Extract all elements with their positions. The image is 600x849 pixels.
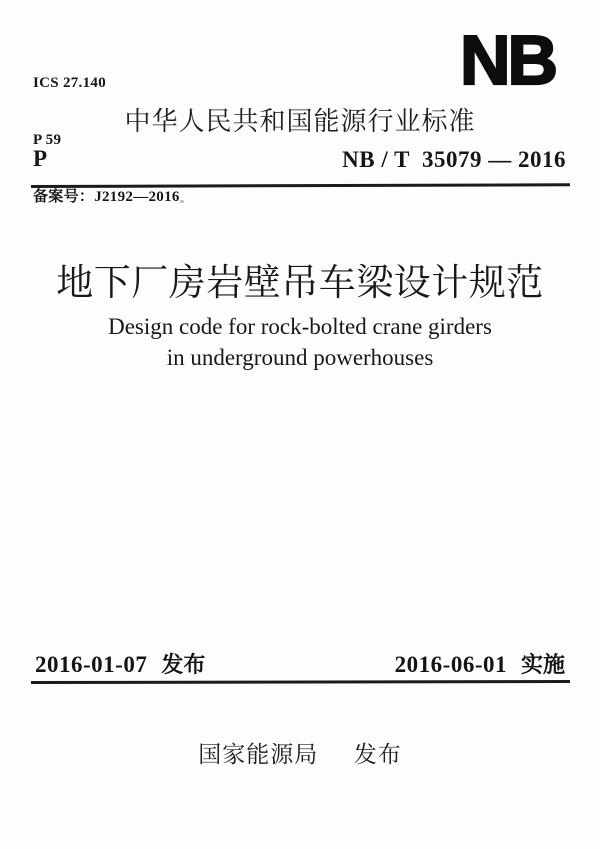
issue-date: 2016-01-07 xyxy=(35,652,148,677)
scan-speck xyxy=(180,200,184,203)
title-english-line2: in underground powerhouses xyxy=(166,345,434,370)
implement-date-label: 实施 xyxy=(520,652,565,677)
title-chinese: 地下厂房岩壁吊车梁设计规范 xyxy=(56,263,544,304)
record-number: 备案号：J2192—2016 xyxy=(33,189,180,205)
header-rule xyxy=(31,183,570,188)
title-english-line1: Design code for rock-bolted crane girders xyxy=(108,314,492,339)
standard-category-heading: 中华人民共和国能源行业标准 xyxy=(124,106,476,136)
footer-rule xyxy=(31,680,570,684)
implement-date: 2016-06-01 xyxy=(394,652,507,677)
implement-date-block xyxy=(395,648,565,679)
publisher-action-label: 发布 xyxy=(353,741,402,767)
standard-number: NB / T 35079 — 2016 xyxy=(342,147,566,172)
publisher-org: 国家能源局 xyxy=(198,741,319,767)
doc-class-code: P 59 xyxy=(33,132,62,148)
price-class: P xyxy=(33,146,48,171)
title-english xyxy=(0,311,600,373)
issue-date-block xyxy=(35,648,205,679)
publisher-row xyxy=(0,736,600,769)
nb-logo: NB xyxy=(459,21,556,99)
issue-date-label: 发布 xyxy=(161,652,206,677)
registration-block xyxy=(33,36,180,245)
ics-code: ICS 27.140 xyxy=(33,75,107,91)
